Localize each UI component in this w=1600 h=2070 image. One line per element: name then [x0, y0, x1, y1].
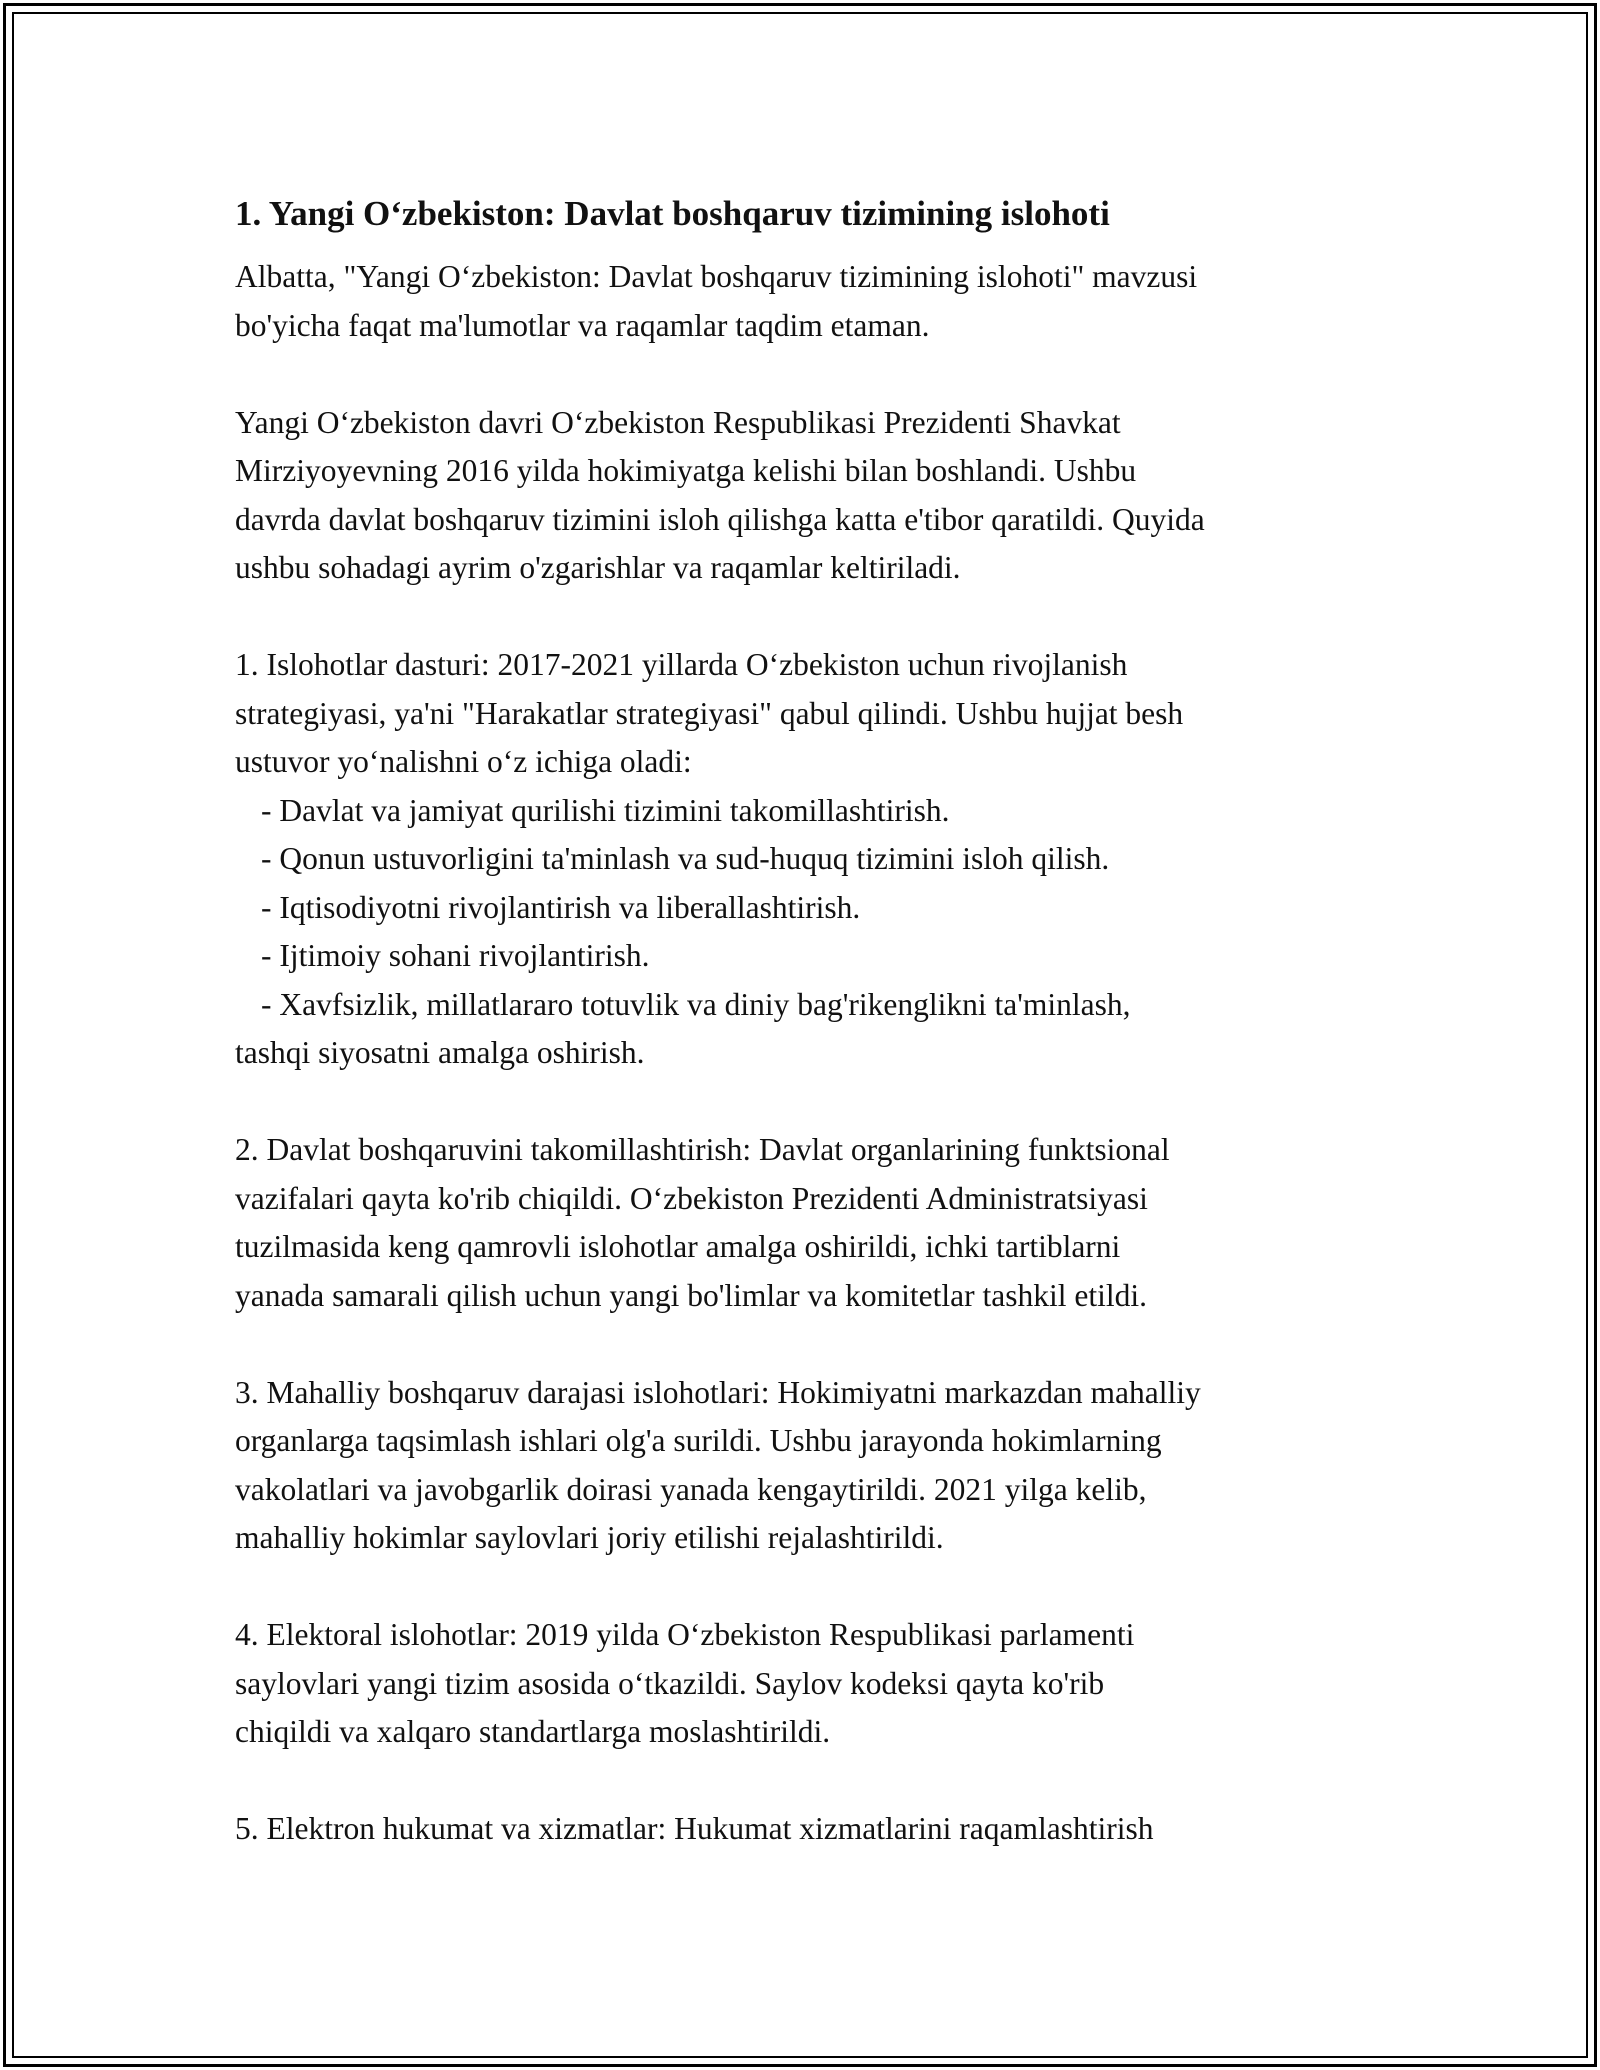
- text-line: Yangi O‘zbekiston davri O‘zbekiston Respublikasi Prezidenti Shavkat: [235, 404, 1121, 440]
- paragraph-intro: [235, 253, 1400, 350]
- paragraph-e-government: [235, 1805, 1400, 1854]
- text-line: vakolatlari va javobgarlik doirasi yanada kengaytirildi. 2021 yilga kelib,: [235, 1471, 1147, 1507]
- text-line: 2. Davlat boshqaruvini takomillashtirish: Davlat organlarining funktsional: [235, 1132, 1170, 1167]
- text-line: saylovlari yangi tizim asosida o‘tkazildi. Saylov kodeksi qayta ko'rib: [235, 1665, 1105, 1701]
- text-line: ushbu sohadagi ayrim o'zgarishlar va raqamlar keltiriladi.: [235, 550, 961, 585]
- text-line: 3. Mahalliy boshqaruv darajasi islohotlari: Hokimiyatni markazdan mahalliy: [235, 1374, 1201, 1410]
- text-line: tashqi siyosatni amalga oshirish.: [235, 1035, 645, 1070]
- text-line: ustuvor yo‘nalishni o‘z ichiga oladi:: [235, 744, 692, 779]
- text-line: organlarga taqsimlash ishlari olg'a surildi. Ushbu jarayonda hokimlarning: [235, 1423, 1162, 1458]
- bullet-item: - Iqtisodiyotni rivojlantirish va liberallashtirish.: [261, 889, 861, 925]
- text-line: davrda davlat boshqaruv tizimini isloh qilishga katta e'tibor qaratildi. Quyida: [235, 501, 1205, 537]
- text-line: strategiyasi, ya'ni "Harakatlar strategiyasi" qabul qilindi. Ushbu hujjat besh: [235, 695, 1184, 731]
- bullet-item: - Xavfsizlik, millatlararo totuvlik va diniy bag'rikenglikni ta'minlash,: [261, 986, 1131, 1022]
- document-body: [235, 185, 1400, 1902]
- bullet-item: - Ijtimoiy sohani rivojlantirish.: [261, 938, 650, 973]
- text-line: yanada samarali qilish uchun yangi bo'limlar va komitetlar tashkil etildi.: [235, 1277, 1147, 1313]
- document-title: 1. Yangi O‘zbekiston: Davlat boshqaruv tizimining islohoti: [235, 194, 1110, 233]
- text-line: tuzilmasida keng qamrovli islohotlar amalga oshirildi, ichki tartiblarni: [235, 1229, 1121, 1264]
- text-line: 5. Elektron hukumat va xizmatlar: Hukumat xizmatlarini raqamlashtirish: [235, 1811, 1154, 1846]
- paragraph-public-administration: [235, 1126, 1400, 1320]
- text-line: vazifalari qayta ko'rib chiqildi. O‘zbekiston Prezidenti Administratsiyasi: [235, 1180, 1148, 1216]
- bullet-item: - Qonun ustuvorligini ta'minlash va sud-huquq tizimini isloh qilish.: [261, 841, 1110, 876]
- text-line: chiqildi va xalqaro standartlarga moslashtirildi.: [235, 1714, 831, 1749]
- text-line: Mirziyoyevning 2016 yilda hokimiyatga kelishi bilan boshlandi. Ushbu: [235, 453, 1137, 488]
- text-line: mahalliy hokimlar saylovlari joriy etilishi rejalashtirildi.: [235, 1520, 944, 1555]
- paragraph-local-governance: [235, 1369, 1400, 1563]
- text-line: bo'yicha faqat ma'lumotlar va raqamlar taqdim etaman.: [235, 307, 930, 343]
- paragraph-background: [235, 399, 1400, 593]
- text-line: 4. Elektoral islohotlar: 2019 yilda O‘zbekiston Respublikasi parlamenti: [235, 1617, 1135, 1652]
- text-line: 1. Islohotlar dasturi: 2017-2021 yillarda O‘zbekiston uchun rivojlanish: [235, 647, 1128, 682]
- bullet-item: - Davlat va jamiyat qurilishi tizimini takomillashtirish.: [261, 792, 950, 828]
- text-line: Albatta, "Yangi O‘zbekiston: Davlat boshqaruv tizimining islohoti" mavzusi: [235, 259, 1198, 294]
- paragraph-electoral-reforms: [235, 1611, 1400, 1757]
- paragraph-reform-program: [235, 641, 1400, 1078]
